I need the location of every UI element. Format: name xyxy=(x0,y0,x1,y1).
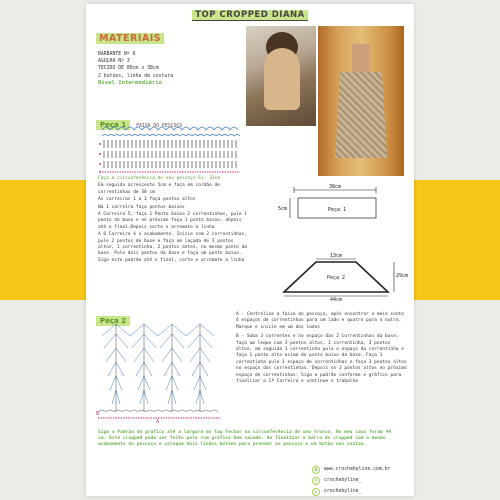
instagram-link[interactable]: ◎ crochebyline_ xyxy=(312,475,390,486)
material-item: BARBANTE Nº 6 xyxy=(98,52,136,57)
svg-text:B: B xyxy=(96,411,100,417)
materials-heading: MATERIAIS xyxy=(96,33,164,44)
piece1-diagram-label: Peça 1 xyxy=(327,207,347,213)
material-item: AGULHA Nº 3 xyxy=(98,59,130,65)
model-back xyxy=(264,48,300,110)
instruction-step: As carreiras 1 a 3 faça pontos altos xyxy=(98,197,196,203)
piece2-diagram-label: Peça 2 xyxy=(326,275,346,281)
piece2-tag: Peça 2 xyxy=(96,316,130,326)
material-item: TECIDO DE 80cm x 38cm xyxy=(98,66,159,72)
back-view-photo xyxy=(246,26,316,126)
page-title: TOP CROPPED DIANA xyxy=(86,10,414,20)
piece1-subtitle: FAIXA DO PESCOÇO xyxy=(136,124,183,129)
piece2-stitch-chart xyxy=(96,322,228,424)
instruction-step: A Carreira 5, faça 1 Ponto baixo 2 correntinhas, pule 1 ponto da base e no próximo faça 1 ponto baixo. depois até o final.Depois corte e arremate a linha xyxy=(98,212,248,230)
instruction-step: Na 1 carreira faça pontos baixos xyxy=(98,204,185,210)
materials-list xyxy=(98,51,173,87)
website-link[interactable]: ◍ www.crochebyline.com.br xyxy=(312,464,390,475)
piece2-side-label: 29cm xyxy=(396,273,409,279)
instagram-icon: ◎ xyxy=(312,477,320,485)
model-neck xyxy=(352,44,370,74)
neck-band-stitch-chart xyxy=(98,124,248,176)
instruction-step: B - Suba 3 correntes e no espaço das 2 correntinhas da base, faça um leque com 3 pontos altos, 1 correntinha, 3 pontos altos, em seguida 1 correntinha pule o espaço da correntinha e faça 1 ponto alto acima do ponto baixo da base. Faça 1 correntinha pule 1 espaço de correntinhas e faça 3 pontos altos no espaço das correntinhas. Depois os 3 pontos altos no próximo espaço de correntinhas. Siga o padrão conforme o gráfico para finalizar a 1ª Carreira e continue o trabalho xyxy=(236,334,407,385)
crochet-top xyxy=(335,72,387,158)
instruction-step: Em seguida acrescente 5cm e faça em cordão de correntinhas de 38 cm xyxy=(98,183,220,195)
material-item: 2 botões, linha de costura xyxy=(98,73,174,79)
piece1-instructions xyxy=(98,176,250,265)
globe-icon: ◍ xyxy=(312,466,320,474)
instruction-step: A - Centralize a faixa do pescoço, após encontrar o meio conte 4 espaços de correntinhas para um lado e quatro para o outro. Marque e inicie em um dos lados xyxy=(236,312,404,330)
instruction-step: Faça a circunferência do seu pescoço Ex: 33cm xyxy=(98,176,220,181)
difficulty-level: Nível Intermediário xyxy=(98,79,162,86)
piece1-width-label: 38cm xyxy=(328,184,342,190)
youtube-link[interactable]: ▸ crochebyline_ xyxy=(312,486,390,497)
pattern-sheet xyxy=(86,4,414,496)
instruction-step: A 6 Carreira é o acabamento. Inicie com 2 correntinhas, pule 2 pontos de base e faça um laçada de 3 pontos altos, 1 correntinha, 2 pontos antes, no mesmo ponto da base. Pule dois pontos da base e faça um ponto baixo. Siga este padrão até o final, corte e arremate a linha xyxy=(98,232,248,263)
svg-text:A: A xyxy=(156,419,160,425)
piece2-top-label: 13cm xyxy=(329,253,343,259)
piece2-bottom-label: 44cm xyxy=(329,297,343,303)
piece2-instructions xyxy=(236,312,408,388)
finishing-note: Siga o Padrão do gráfico até a largura do top fechar na circunferência do seu tronco. No meu caso foram 44 cm. Este cropped pode ser feito pelo rum gráfico bem vazado. Ao finalizar a barra do cropped com o mesmo acabamento do pescoço e coloque dois lindos botões para prender no pescoço e um botão nas costas. xyxy=(98,430,392,448)
piece2-dimension-diagram xyxy=(272,252,409,303)
piece1-tag: Peça 1 xyxy=(96,120,130,130)
youtube-icon: ▸ xyxy=(312,488,320,496)
front-view-photo xyxy=(318,26,404,176)
social-links xyxy=(312,464,390,497)
piece1-height-label: 5cm xyxy=(278,206,288,212)
piece1-dimension-diagram xyxy=(276,184,406,244)
